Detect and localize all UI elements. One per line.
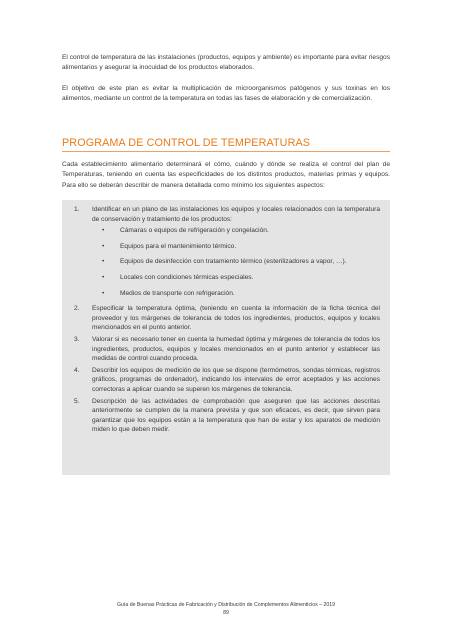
heading-divider <box>62 151 390 152</box>
list-item <box>72 205 380 298</box>
list-item <box>72 304 380 333</box>
intro-paragraph-1: El control de temperatura de las instalaciones (productos, equipos y ambiente) es importante para evitar riesgos alimentarios y asegurar la inocuidad de los productos elaborados. <box>62 54 390 72</box>
section-intro-paragraph: Cada establecimiento alimentario determinará el cómo, cuándo y dónde se realiza el control del plan de Temperaturas, teniendo en cuenta las especificidades de los distintos productos, materias primas y equipos. Para ello se deberán describir de manera detallada como mínimo los siguientes aspectos: <box>62 161 390 189</box>
sub-list-item <box>92 257 380 267</box>
item-number: 1. <box>74 206 80 213</box>
bullet-icon: • <box>102 289 105 297</box>
item-text: Descripción de las actividades de comprobación que aseguren que las acciones descritas anteriormente se cumplen de la manera prevista y que son eficaces, es decir, que sirven para garantizar que los equipos están a la temperatura que han de estar y los aparatos de medición miden lo que deben medir. <box>92 397 380 434</box>
sub-list-item <box>92 242 380 252</box>
footer-text: Guía de Buenas Prácticas de Fabricación y Distribución de Complementos Alimenticios – 2019 <box>117 602 335 608</box>
item-number: 5. <box>74 397 80 405</box>
requirements-list <box>72 205 380 435</box>
sub-list <box>92 226 380 298</box>
list-item <box>72 397 380 435</box>
page-number: 89 <box>223 610 229 616</box>
bullet-icon: • <box>102 273 105 281</box>
item-number: 2. <box>74 305 80 313</box>
item-text: Especificar la temperatura óptima, (teniendo en cuenta la información de la ficha técnica del proveedor y los márgenes de tolerancia de todos los ingredientes, productos, equipos y locales mencionados en el punto anterior. <box>92 305 380 332</box>
sub-list-item <box>92 226 380 236</box>
list-item <box>72 366 380 395</box>
item-text: Valorar si es necesario tener en cuenta la humedad óptima y márgenes de tolerancia de todos los ingredientes, productos, equipos y locales mencionados en el punto anterior y establecer las medidas de control cuando proceda. <box>92 335 380 363</box>
bullet-icon: • <box>102 242 105 250</box>
sub-list-item <box>92 273 380 283</box>
list-item <box>72 335 380 364</box>
bullet-icon: • <box>102 258 105 266</box>
bullet-icon: • <box>102 227 105 235</box>
sub-item-text: Medios de transporte con refrigeración. <box>120 289 235 297</box>
item-text: Identificar en un plano de las instalaciones los equipos y locales relacionados con la temperatura de conservación y tratamiento de los productos: <box>92 206 380 223</box>
item-number: 3. <box>74 335 80 343</box>
item-text: Describir los equipos de medición de los que se dispone (termómetros, sondas térmicas, registros gráficos, programas de ordenador), indicando los intervalos de error aceptados y las acciones correctoras a aplicar cuando se superen los márgenes de tolerancia. <box>92 366 380 393</box>
sub-item-text: Equipos para el mantenimiento térmico. <box>120 242 237 250</box>
sub-list-item <box>92 289 380 299</box>
intro-paragraph-2: El objetivo de este plan es evitar la multiplicación de microorganismos patógenos y sus toxinas en los alimentos, mediante un control de la temperatura en todas las fases de elaboración y de comercialización. <box>62 85 390 103</box>
sub-item-text: Equipos de desinfección con tratamiento térmico (esterilizadores a vapor, …). <box>120 258 347 266</box>
sub-item-text: Locales con condiciones térmicas especiales. <box>120 273 254 281</box>
requirements-box <box>62 200 390 475</box>
sub-item-text: Cámaras o equipos de refrigeración y congelación. <box>120 227 269 235</box>
item-number: 4. <box>74 366 80 374</box>
section-heading: PROGRAMA DE CONTROL DE TEMPERATURAS <box>62 137 311 149</box>
